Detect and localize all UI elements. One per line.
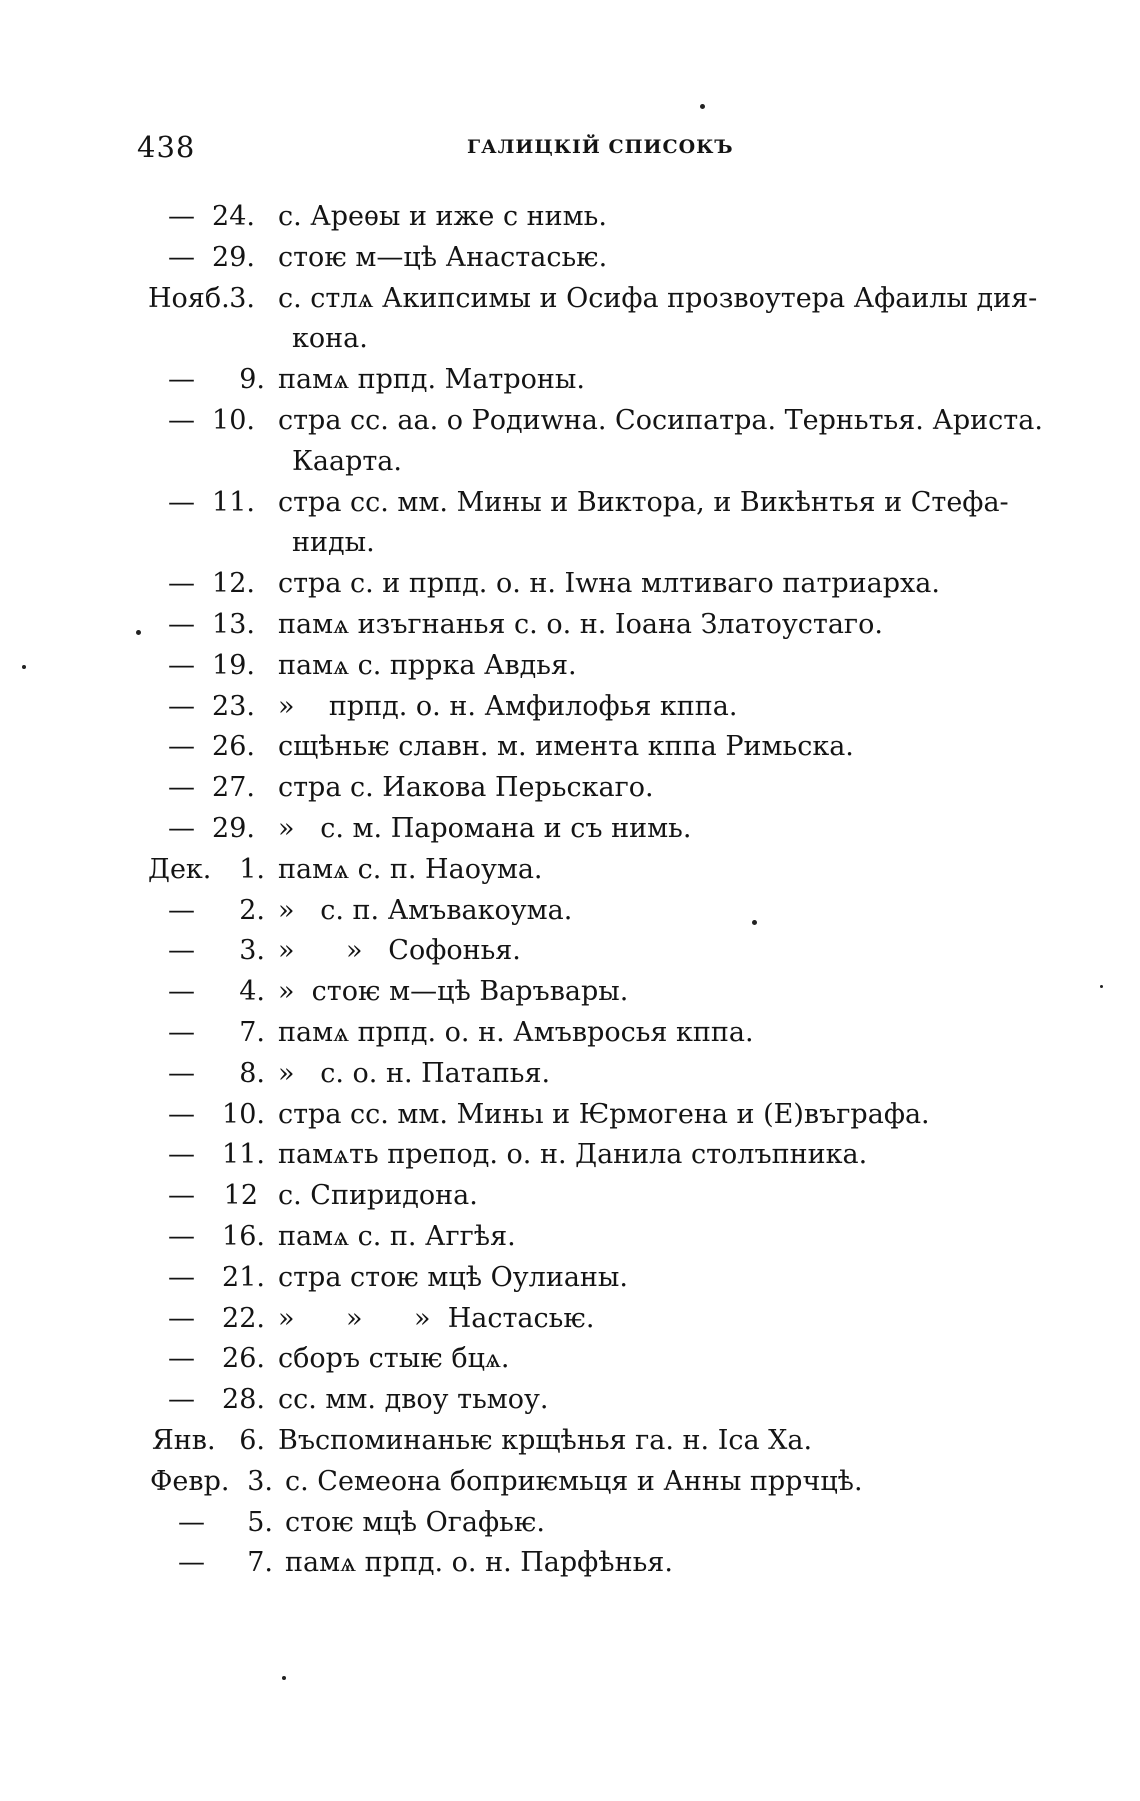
entry-text: памѧть препод. о. н. Данила столъпника. bbox=[278, 1139, 868, 1171]
day-number: 10. bbox=[212, 404, 255, 436]
day-number: 16. bbox=[222, 1220, 265, 1252]
running-title: ГАЛИЦКІЙ СПИСОКЪ bbox=[467, 136, 734, 158]
entry-text: » » Софонья. bbox=[278, 935, 521, 967]
day-number: 19. bbox=[212, 649, 255, 681]
list-item bbox=[0, 1380, 1140, 1421]
month-label: — bbox=[168, 976, 195, 1008]
entry-text: памѧ с. пррка Авдья. bbox=[278, 649, 577, 681]
month-label: — bbox=[168, 486, 195, 518]
list-item bbox=[0, 1135, 1140, 1176]
list-item bbox=[0, 1462, 1140, 1503]
list-item bbox=[0, 564, 1140, 605]
list-item bbox=[0, 197, 1140, 238]
month-label: — bbox=[178, 1547, 205, 1579]
day-number: 12 bbox=[223, 1180, 258, 1212]
day-number: 3. bbox=[239, 935, 265, 967]
day-number: 10. bbox=[222, 1098, 265, 1130]
print-speck bbox=[752, 920, 757, 925]
entry-text: с. Ареѳы и иже с нимь. bbox=[278, 201, 607, 232]
entry-text-continuation: Каарта. bbox=[292, 445, 402, 477]
entry-text: памѧ изъгнанья с. о. н. Іоана Златоустаго. bbox=[278, 608, 883, 640]
list-item bbox=[0, 646, 1140, 687]
entry-text: с. стлѧ Акипсимы и Осифа прозвоутера Афаилы дия- bbox=[278, 282, 1038, 314]
calendar-list bbox=[0, 197, 1140, 1584]
month-label: Янв. bbox=[152, 1424, 216, 1456]
entry-text: » с. п. Амъвакоума. bbox=[278, 894, 573, 926]
list-item bbox=[0, 1258, 1140, 1299]
month-label: — bbox=[168, 935, 195, 967]
list-item bbox=[0, 1503, 1140, 1544]
day-number: 21. bbox=[222, 1261, 265, 1293]
month-label: — bbox=[168, 1016, 195, 1048]
day-number: 11. bbox=[212, 486, 255, 518]
list-item bbox=[0, 850, 1140, 891]
month-label: — bbox=[168, 201, 195, 232]
list-item bbox=[0, 1299, 1140, 1340]
day-number: 11. bbox=[222, 1139, 265, 1171]
day-number: 26. bbox=[212, 731, 255, 763]
entry-text: сс. мм. двоу тьмоу. bbox=[278, 1384, 549, 1416]
day-number: 2. bbox=[239, 894, 265, 926]
list-item bbox=[0, 687, 1140, 728]
day-number: 23. bbox=[212, 690, 255, 722]
entry-text: » стоѥ м—цѣ Варъвары. bbox=[278, 976, 629, 1008]
month-label: — bbox=[168, 364, 195, 396]
day-number: 8. bbox=[239, 1057, 265, 1089]
month-label: — bbox=[168, 649, 195, 681]
month-label: Февр. bbox=[150, 1465, 230, 1497]
list-item bbox=[0, 401, 1140, 483]
day-number: 6. bbox=[239, 1424, 265, 1456]
day-number: 5. bbox=[247, 1506, 273, 1538]
entry-text: памѧ прпд. о. н. Парфѣнья. bbox=[285, 1547, 673, 1579]
list-item bbox=[0, 1054, 1140, 1095]
month-label: — bbox=[168, 1261, 195, 1293]
day-number: 13. bbox=[212, 608, 255, 640]
entry-text: памѧ прпд. о. н. Амъвросья кппа. bbox=[278, 1016, 754, 1048]
day-number: 7. bbox=[247, 1547, 273, 1579]
entry-text: стра сс. мм. Мины и Виктора, и Викѣнтья и Стефа- bbox=[278, 486, 1009, 518]
print-speck bbox=[22, 665, 26, 669]
entry-text: » прпд. о. н. Амфилофья кппа. bbox=[278, 690, 738, 722]
entry-text: стра с. и прпд. о. н. Іwна млтиваго патриарха. bbox=[278, 568, 940, 600]
month-label: — bbox=[168, 894, 195, 926]
month-label: — bbox=[168, 404, 195, 436]
entry-text: Въспоминаньѥ крщѣнья га. н. Іса Ха. bbox=[278, 1424, 813, 1456]
day-number: 26. bbox=[222, 1343, 265, 1375]
day-number: 22. bbox=[222, 1302, 265, 1334]
entry-text: стоѥ мцѣ Огафьѥ. bbox=[285, 1506, 545, 1538]
day-number: 12. bbox=[212, 568, 255, 600]
list-item bbox=[0, 1217, 1140, 1258]
month-label: — bbox=[168, 1220, 195, 1252]
entry-text: сборъ стыѥ бцѧ. bbox=[278, 1343, 510, 1375]
month-label: — bbox=[168, 1384, 195, 1416]
print-speck bbox=[136, 630, 141, 635]
entry-text: стра сс. аа. о Родиwна. Сосипатра. Терньтья. Ариста. bbox=[278, 404, 1043, 436]
day-number: 7. bbox=[239, 1016, 265, 1048]
day-number: 28. bbox=[222, 1384, 265, 1416]
month-label: — bbox=[168, 608, 195, 640]
list-item bbox=[0, 1543, 1140, 1584]
entry-text: с. Спиридона. bbox=[278, 1180, 478, 1212]
entry-text-continuation: кона. bbox=[292, 323, 368, 355]
list-item bbox=[0, 605, 1140, 646]
entry-text: памѧ с. п. Аггѣя. bbox=[278, 1220, 516, 1252]
month-label: — bbox=[168, 241, 195, 273]
list-item bbox=[0, 931, 1140, 972]
print-speck bbox=[700, 104, 705, 109]
entry-text: » » » Настасьѥ. bbox=[278, 1302, 595, 1334]
entry-text: » с. м. Паромана и съ нимь. bbox=[278, 812, 692, 844]
day-number: 3. bbox=[229, 282, 255, 314]
list-item bbox=[0, 1176, 1140, 1217]
month-label: — bbox=[168, 1057, 195, 1089]
list-item bbox=[0, 891, 1140, 932]
day-number: 3. bbox=[247, 1465, 273, 1497]
print-speck bbox=[282, 1676, 286, 1680]
entry-text: стоѥ м—цѣ Анастасьѥ. bbox=[278, 241, 608, 273]
entry-text: памѧ с. п. Наоума. bbox=[278, 853, 543, 885]
month-label: — bbox=[168, 1139, 195, 1171]
list-item bbox=[0, 1339, 1140, 1380]
month-label: — bbox=[168, 568, 195, 600]
month-label: Дек. bbox=[148, 853, 212, 885]
entry-text-continuation: ниды. bbox=[292, 527, 375, 559]
list-item bbox=[0, 279, 1140, 361]
day-number: 9. bbox=[239, 364, 265, 396]
day-number: 27. bbox=[212, 772, 255, 804]
month-label: — bbox=[168, 772, 195, 804]
month-label: — bbox=[178, 1506, 205, 1538]
entry-text: сщѣньѥ славн. м. имента кппа Римьска. bbox=[278, 731, 854, 763]
day-number: 4. bbox=[239, 976, 265, 1008]
entry-text: стра стоѥ мцѣ Оулианы. bbox=[278, 1261, 628, 1293]
day-number: 1. bbox=[239, 853, 265, 885]
month-label: — bbox=[168, 690, 195, 722]
print-speck bbox=[1100, 985, 1103, 988]
entry-text: стра с. Иакова Перьскаго. bbox=[278, 772, 654, 804]
list-item bbox=[0, 360, 1140, 401]
page-header bbox=[137, 130, 997, 170]
entry-text: » с. о. н. Патапья. bbox=[278, 1057, 551, 1089]
day-number: 24. bbox=[212, 201, 255, 232]
month-label: — bbox=[168, 1302, 195, 1334]
month-label: — bbox=[168, 1343, 195, 1375]
list-item bbox=[0, 972, 1140, 1013]
list-item bbox=[0, 768, 1140, 809]
list-item bbox=[0, 809, 1140, 850]
list-item bbox=[0, 1421, 1140, 1462]
entry-text: памѧ прпд. Матроны. bbox=[278, 364, 585, 396]
list-item bbox=[0, 1013, 1140, 1054]
month-label: Нояб. bbox=[148, 282, 230, 314]
month-label: — bbox=[168, 731, 195, 763]
page-number: 438 bbox=[137, 130, 196, 164]
list-item bbox=[0, 238, 1140, 279]
list-item bbox=[0, 1095, 1140, 1136]
month-label: — bbox=[168, 1180, 195, 1212]
list-item bbox=[0, 727, 1140, 768]
day-number: 29. bbox=[212, 241, 255, 273]
month-label: — bbox=[168, 812, 195, 844]
entry-text: с. Семеона боприѥмьця и Анны пррчцѣ. bbox=[285, 1465, 863, 1497]
month-label: — bbox=[168, 1098, 195, 1130]
day-number: 29. bbox=[212, 812, 255, 844]
entry-text: стра сс. мм. Миньı и Ѥрмогена и (Е)въграфа. bbox=[278, 1098, 930, 1130]
list-item bbox=[0, 483, 1140, 565]
